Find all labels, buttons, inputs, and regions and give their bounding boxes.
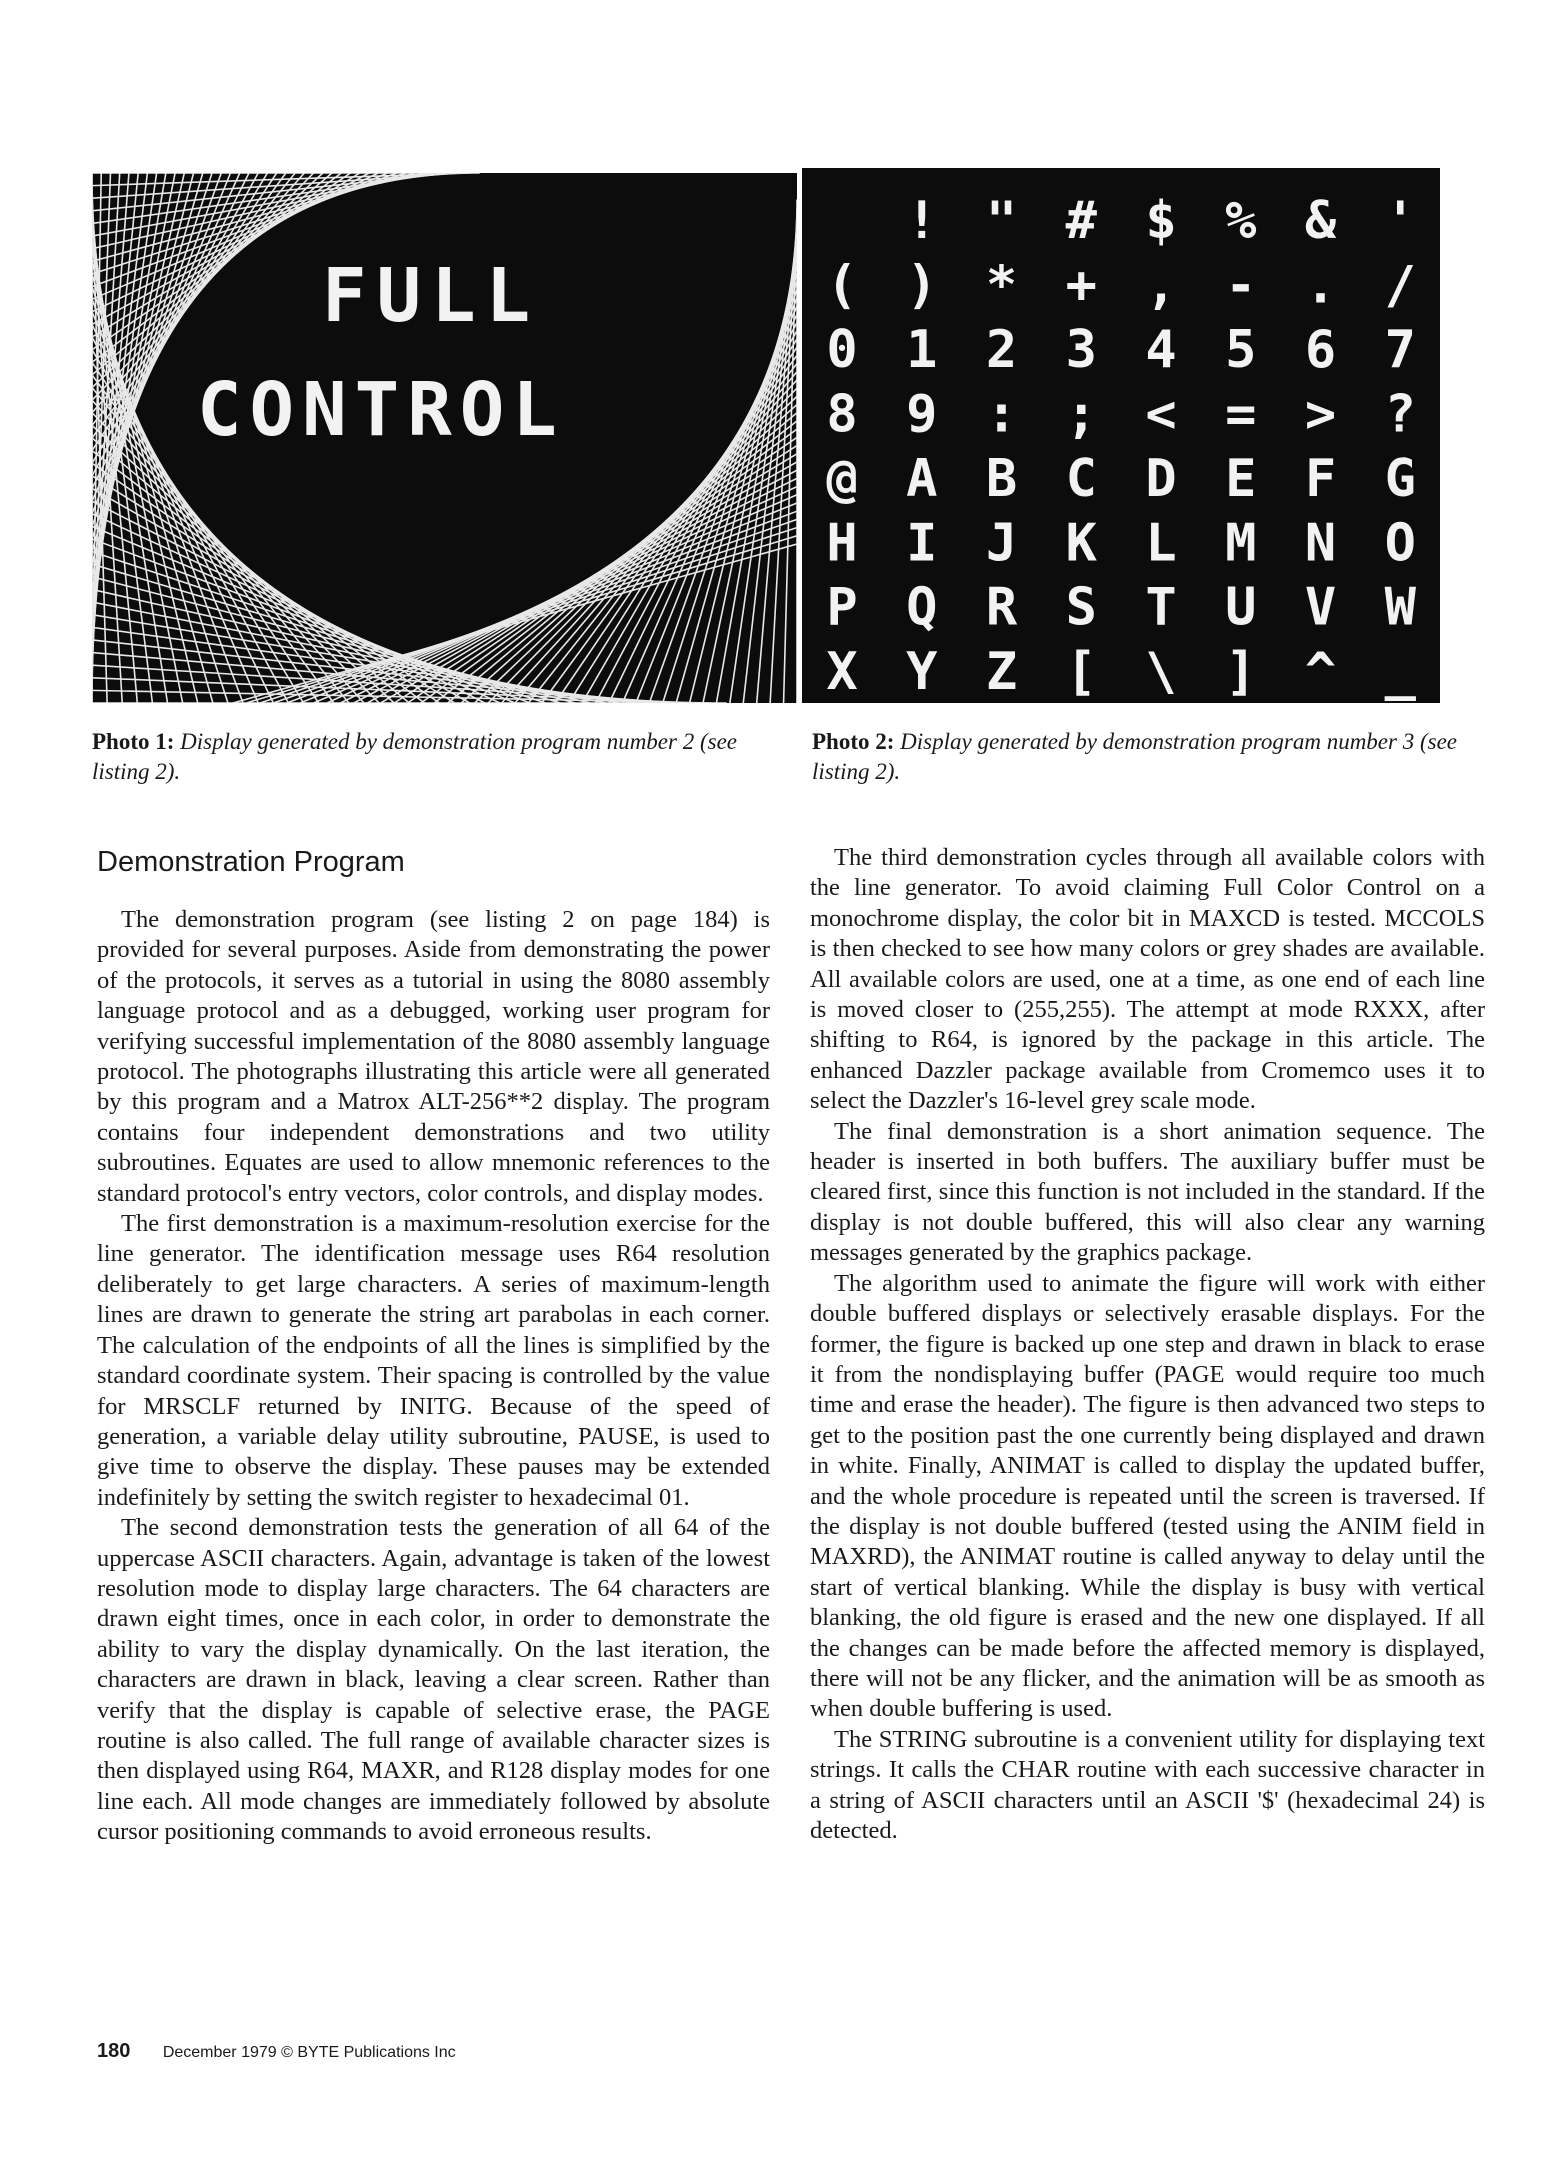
overlay-text-control: CONTROL [197,367,565,453]
photo-2-character-grid [802,168,1440,703]
photo-1-caption-label: Photo 1: [92,729,175,754]
grid-character: Q [906,577,938,638]
grid-character: ? [1384,384,1416,445]
grid-character: + [1065,255,1097,316]
grid-character: D [1145,448,1177,509]
grid-character: 2 [985,319,1018,380]
grid-character: J [985,513,1018,574]
string-art-line [757,224,797,703]
grid-character: $ [1145,191,1177,251]
grid-character: V [1304,577,1337,638]
grid-character: A [906,448,938,509]
grid-character: ] [1225,642,1257,703]
grid-character: H [826,513,858,574]
photo-1-caption [92,727,782,787]
section-heading: Demonstration Program [97,846,405,878]
grid-character: \ [1145,642,1177,703]
grid-character: [ [1065,642,1097,703]
grid-character: I [906,513,938,574]
grid-character: 5 [1225,319,1257,380]
grid-character: & [1304,191,1337,251]
paragraph: The third demonstration cycles through all available colors with the line generator. To avoid claiming Full Color Control on a monochrome display, the color bit in MAXCD is tested. MCCOLS is then checked to see how many colors or grey shades are available. All available colors are used, one at a time, as one end of each line is moved closer to (255,255). The attempt at mode RXXX, after shifting to R64, is ignored by the package in this article. The enhanced Dazzler package available from Cromemco uses it to select the Dazzler's 16-level grey scale mode. [810,844,1485,1115]
grid-character: @ [826,448,858,509]
character-grid-figure [802,168,1440,703]
grid-character: : [985,384,1018,445]
string-art-line [92,514,500,703]
string-art-line [92,173,471,186]
left-column [97,905,770,1848]
grid-character: ) [906,255,938,316]
paragraph: The final demonstration is a short animation sequence. The header is inserted in both buffers. The auxiliary buffer must be cleared first, since this function is not included in the standard. If the display is not double buffered, this will also clear any warning messages generated by the graphics package. [810,1117,1485,1267]
grid-character: K [1065,513,1097,574]
grid-character: Z [985,642,1018,703]
grid-character: N [1304,513,1337,574]
string-art-line [92,451,424,703]
grid-character: > [1304,384,1337,445]
grid-character: P [826,577,858,638]
grid-character: ' [1384,191,1416,251]
grid-character: G [1384,448,1416,509]
grid-character: 9 [906,384,938,445]
grid-character: . [1304,255,1337,316]
grid-character: M [1225,513,1257,574]
paragraph: The second demonstration tests the generation of all 64 of the uppercase ASCII characters. Again, advantage is taken of the lowest resolution mode to display large characters. The 64 characters are drawn eight times, once in each color, in order to demonstrate the ability to vary the display dynamically. On the last iteration, the characters are drawn in black, leaving a clear screen. Rather than verify that the display is capable of selective erase, the PAGE routine is also called. The full range of available character sizes is then displayed using R64, MAXR, and R128 display modes for one line each. All mode changes are immediately followed by absolute cursor positioning commands to avoid erroneous results. [97,1514,770,1846]
grid-character: ^ [1304,642,1337,703]
string-art-line [434,421,797,703]
grid-character: % [1225,191,1257,251]
string-art-line [92,690,711,703]
grid-character: W [1384,577,1416,638]
grid-character: R [985,577,1018,638]
paragraph: The first demonstration is a maximum-resolution exercise for the line generator. The identification message uses R64 resolution deliberately to get large characters. A series of maximum-length lines are drawn to generate the string art parabolas in each corner. The calculation of the endpoints of all the lines is simplified by the standard coordinate system. Their spacing is controlled by the value for MRSCLF returned by INITG. Because of the speed of generation, a variable delay utility subroutine, PAUSE, is used to give time to observe the display. These pauses may be extended indefinitely by setting the switch register to hexadecimal 01. [97,1210,770,1511]
string-art-line [730,241,797,703]
grid-character: B [985,448,1018,509]
grid-character: / [1384,255,1416,316]
string-art-line [448,413,797,703]
grid-character: Y [906,642,938,703]
grid-character: 7 [1384,319,1416,380]
photo-1-caption-text: Display generated by demonstration program number 2 (see listing 2). [92,729,737,784]
grid-character: < [1145,384,1177,445]
string-art-figure [92,173,797,703]
grid-character: U [1225,577,1257,638]
grid-character: 3 [1065,319,1097,380]
grid-character: 1 [906,319,938,380]
grid-character: " [985,191,1018,251]
photo-2-caption-text: Display generated by demonstration program number 3 (see listing 2). [812,729,1457,784]
page-footer [97,2040,456,2063]
grid-character: ( [826,255,858,316]
grid-character: _ [1384,642,1416,703]
footer-credit: December 1979 © BYTE Publications Inc [162,2044,456,2061]
grid-character: - [1225,255,1257,316]
grid-character: , [1145,255,1177,316]
grid-character: 6 [1304,319,1337,380]
grid-character: # [1065,191,1097,251]
grid-character: * [985,255,1018,316]
grid-character: F [1304,448,1337,509]
photo-2-caption [812,727,1502,787]
photo-2-caption-label: Photo 2: [812,729,895,754]
grid-character: = [1225,384,1257,445]
page-number: 180 [97,2040,131,2062]
paragraph: The demonstration program (see listing 2 on page 184) is provided for several purposes. Aside from demonstrating the power of the protocols, it serves as a tutorial in using the 8080 assembly language protocol and as a debugged, working user program for verifying successful implementation of the 8080 assembly language protocol. The photographs illustrating this article were all generated by this program and a Matrox ALT-256**2 display. The program contains four independent demonstrations and two utility subroutines. Equates are used to allow mnemonic references to the standard protocol's entry vectors, color controls, and display modes. [97,906,770,1207]
paragraph: The STRING subroutine is a convenient utility for displaying text strings. It calls the CHAR routine with each successive character in a string of ASCII characters until an ASCII '$' (hexadecimal 24) is detected. [810,1725,1485,1844]
right-column [810,843,1485,1846]
grid-character: T [1145,577,1177,638]
photo-1-string-art [92,173,797,703]
grid-character: O [1384,513,1416,574]
grid-character: 0 [826,319,858,380]
grid-character: C [1065,448,1097,509]
paragraph: The algorithm used to animate the figure will work with either double buffered displays or selectively erasable displays. For the former, the figure is backed up one step and drawn in black to erase it from the nondisplaying buffer (PAGE would require too much time and erase the header). The figure is then advanced two steps to get to the position past the one currently being displayed and drawn in white. Finally, ANIMAT is called to display the updated buffer, and the whole procedure is repeated until the screen is traversed. If the display is not double buffered (tested using the ANIM field in MAXRD), the ANIMAT routine is called anyway to delay until the start of vertical blanking. While the display is busy with vertical blanking, the old figure is erased and the new one displayed. If all the changes can be made before the affected memory is displayed, there will not be any flicker, and the animation will be as smooth as when double buffering is used. [810,1269,1485,1723]
grid-character: X [826,642,858,703]
grid-character: L [1145,513,1177,574]
grid-character: ; [1065,384,1097,445]
overlay-text-full: FULL [322,253,541,339]
grid-character: S [1065,577,1097,638]
grid-character: 4 [1145,319,1177,380]
grid-character: E [1225,448,1257,509]
grid-character: ! [906,191,938,251]
grid-character: 8 [826,384,858,445]
